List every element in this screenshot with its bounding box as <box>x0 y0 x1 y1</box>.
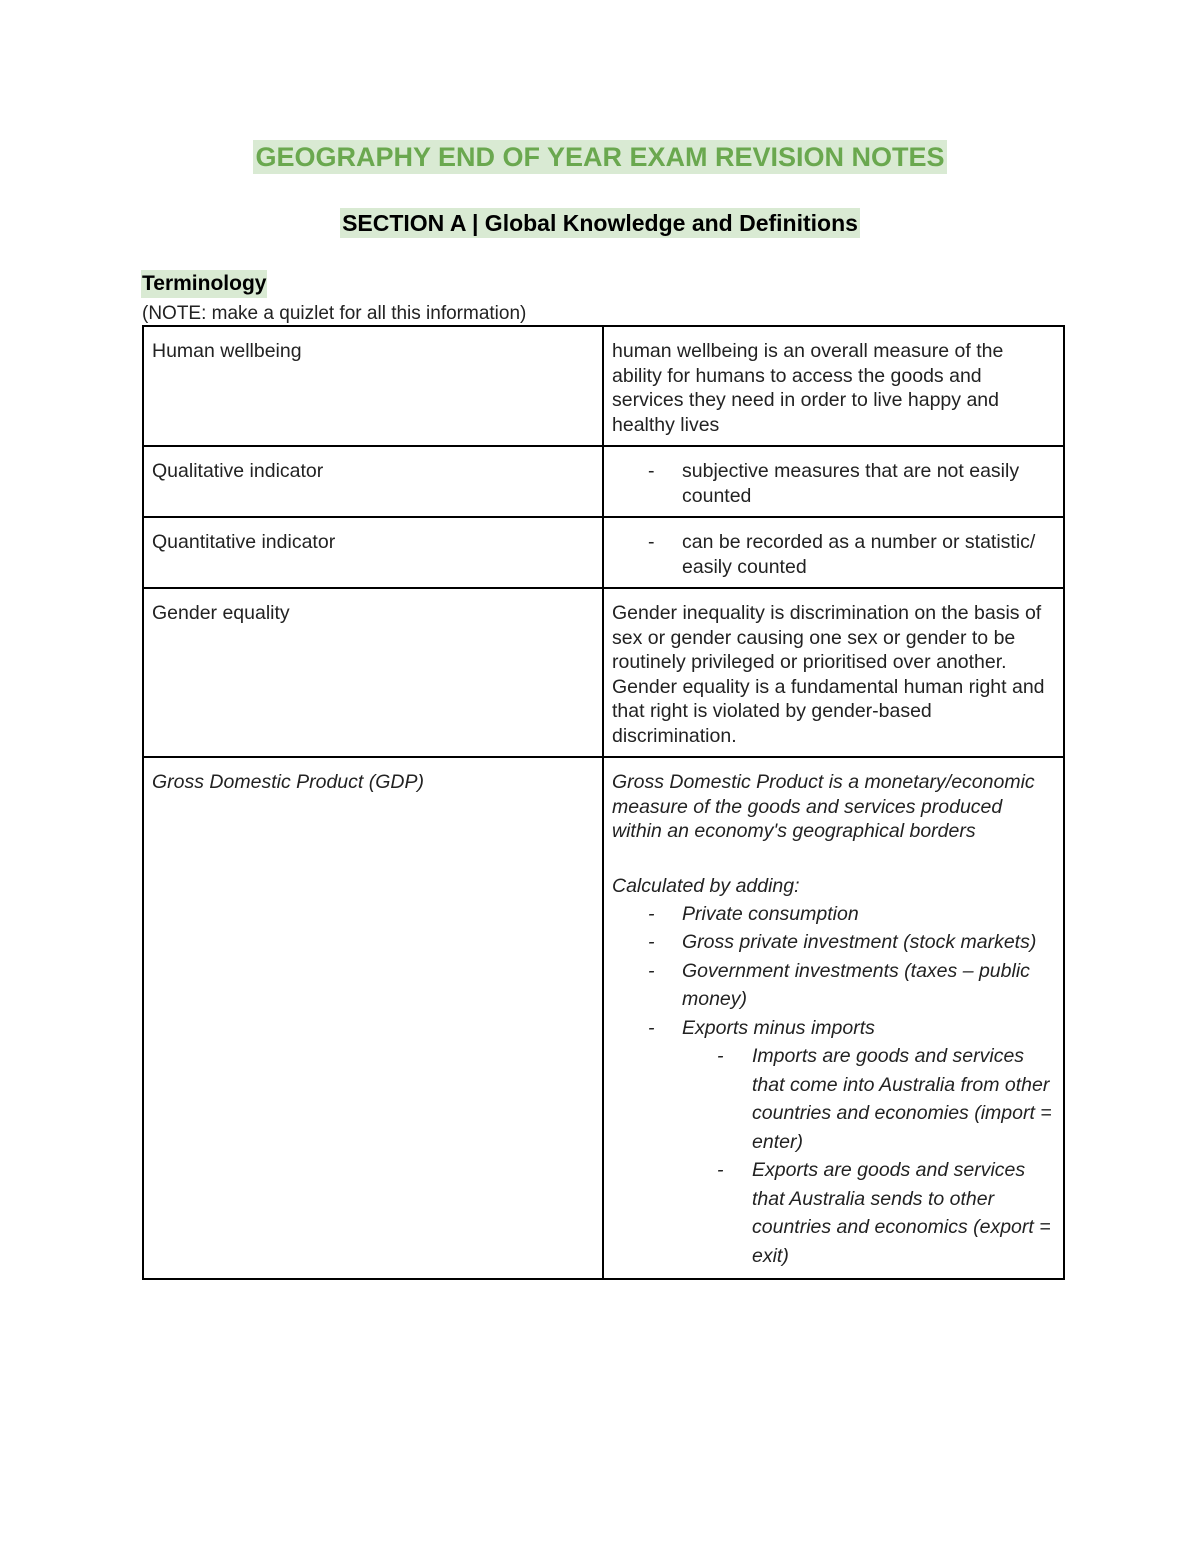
terminology-heading: Terminology <box>141 270 267 298</box>
list-item: - can be recorded as a number or statistic/ easily counted <box>612 530 1055 579</box>
table-row <box>143 326 1064 446</box>
section-title: SECTION A | Global Knowledge and Definitions <box>342 210 858 236</box>
table-row <box>143 517 1064 588</box>
trade-sub-list <box>682 1042 1055 1270</box>
gdp-definition-text: Gross Domestic Product is a monetary/economic measure of the goods and services produced within an economy's geographical borders <box>612 771 1035 842</box>
list-item: - Private consumption <box>612 900 1055 929</box>
sub-list-item: - Imports are goods and services that come into Australia from other countries and economies (import = enter) <box>681 1042 1055 1156</box>
term-cell: Qualitative indicator <box>143 446 603 517</box>
document-title: GEOGRAPHY END OF YEAR EXAM REVISION NOTES <box>255 142 945 172</box>
definition-cell: human wellbeing is an overall measure of the ability for humans to access the goods and services they need in order to live happy and healthy lives <box>603 326 1064 446</box>
term-cell: Gender equality <box>143 588 603 757</box>
term-cell: Gross Domestic Product (GDP) <box>143 757 603 1279</box>
definition-cell: Gender inequality is discrimination on the basis of sex or gender causing one sex or gender to be routinely privileged or prioritised over another. Gender equality is a fundamental human right and that right is violated by gender-based discrimination. <box>603 588 1064 757</box>
list-item-text: Exports minus imports <box>682 1016 875 1039</box>
gdp-calc-intro: Calculated by adding: <box>612 874 800 897</box>
definition-cell <box>603 757 1064 1279</box>
title-container <box>0 140 1200 174</box>
spacer <box>612 844 1055 872</box>
term-cell: Human wellbeing <box>143 326 603 446</box>
list-item: - Government investments (taxes – public money) <box>612 957 1055 1014</box>
list-item: - Gross private investment (stock markets) <box>612 928 1055 957</box>
list-item <box>612 1014 1055 1271</box>
definition-bullet-list <box>612 530 1055 579</box>
list-item: - subjective measures that are not easily counted <box>612 459 1055 508</box>
table-row <box>143 588 1064 757</box>
definition-bullet-list <box>612 459 1055 508</box>
sub-list-item: - Exports are goods and services that Australia sends to other countries and economics (export = exit) <box>681 1156 1055 1270</box>
quizlet-note: (NOTE: make a quizlet for all this information) <box>142 303 527 324</box>
table-row <box>143 757 1064 1279</box>
gdp-component-list <box>612 900 1055 1271</box>
definition-cell <box>603 517 1064 588</box>
table-row <box>143 446 1064 517</box>
term-cell: Quantitative indicator <box>143 517 603 588</box>
section-title-container <box>0 208 1200 238</box>
terminology-table <box>142 325 1065 1280</box>
definition-cell <box>603 446 1064 517</box>
